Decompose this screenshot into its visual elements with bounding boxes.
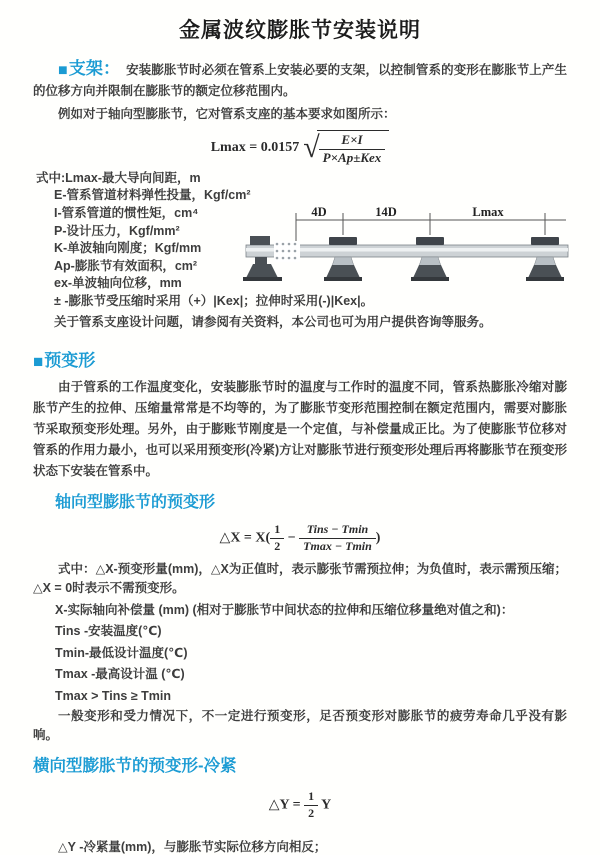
lateral-subsection-heading: 横向型膨胀节的预变形-冷紧 xyxy=(33,757,237,776)
axial-note: Tins -安装温度(℃) xyxy=(55,624,162,639)
axial-note: X-实际轴向补偿量 (mm) (相对于膨胀节中间状态的拉伸和压缩位移量绝对值之和)： xyxy=(55,602,514,617)
lateral-note: △Y -冷紧量(mm)，与膨胀节实际位移方向相反； xyxy=(58,839,327,854)
axial-predeform-formula xyxy=(0,523,600,554)
axial-note: 式中：△X-预变形量(mm)，△X为正值时，表示膨张节需预拉伸；为负值时，表示需预压缩；△X = 0时表示不需预变形。 xyxy=(33,561,567,595)
lmax-fraction-denominator: P×Ap±Kex xyxy=(322,149,382,165)
one-half-fraction xyxy=(304,790,318,821)
definition-line: E-管系管道材料弹性投量，Kgf/cm² xyxy=(54,188,251,203)
page-title: 金属波纹膨胀节安装说明 xyxy=(179,19,421,42)
sqrt-content xyxy=(317,130,390,166)
lmax-formula-lhs: Lmax = 0.0157 xyxy=(210,140,300,156)
predeform-heading-text: 预变形 xyxy=(44,351,96,371)
support-intro-paragraph xyxy=(33,59,567,101)
bellows-icon xyxy=(274,241,300,262)
predeform-section-heading xyxy=(33,346,600,372)
definition-line: I-管系管道的惯性矩，cm⁴ xyxy=(54,206,199,221)
lmax-fraction xyxy=(319,133,386,166)
lmax-formula xyxy=(0,130,600,166)
axial-notes xyxy=(33,560,567,746)
dim-label-14d: 14D xyxy=(375,205,397,219)
definition-line: ex-单波轴向位移，mm xyxy=(54,276,182,291)
dim-label-4d: 4D xyxy=(311,205,327,219)
fraction-denominator: Tmax − Tmin xyxy=(303,539,372,554)
support-section-heading: 支架： xyxy=(68,59,121,78)
support-intro-text: 安装膨胀节时必须在管系上安装必要的支架，以控制管系的变形在膨胀节上产生的位移方向并限制在膨胀节的额定位移范围内。 xyxy=(33,63,567,98)
support-example-line: 例如对于轴向型膨胀节，它对管系支座的基本要求如图所示： xyxy=(58,107,396,121)
minus-sign: − xyxy=(287,530,296,546)
axial-note: Tmin-最低设计温度(℃) xyxy=(55,645,188,660)
axial-note: Tmax -最高设计温 (℃) xyxy=(55,667,185,682)
axial-subsection-heading: 轴向型膨胀节的预变形 xyxy=(55,494,216,512)
pipe-guide-support xyxy=(324,237,362,281)
fraction-denominator: 2 xyxy=(274,539,281,554)
one-half-fraction xyxy=(270,523,284,554)
axial-note: Tmax > Tins ≥ Tmin xyxy=(55,688,172,703)
definition-line: P-设计压力，Kgf/mm² xyxy=(54,223,180,238)
sqrt-symbol: √ xyxy=(303,130,320,164)
pipe-support-diagram xyxy=(238,204,595,304)
lmax-fraction-numerator: E×I xyxy=(319,133,386,150)
axial-note: 一般变形和受力情况下，不一定进行预变形，足否预变形对膨胀节的疲劳寿命几乎没有影响。 xyxy=(33,709,567,743)
lateral-predeform-formula xyxy=(0,790,600,821)
section-square-icon: ■ xyxy=(58,62,68,79)
support-consulting-note: 关于管系支座设计问题，请参阅有关资料，本公司也可为用户提供咨询等服务。 xyxy=(54,314,492,329)
fraction-numerator: 1 xyxy=(270,523,284,539)
definition-line: 式中:Lmax-最大导向间距，m xyxy=(36,170,201,185)
lateral-formula-rhs: Y xyxy=(321,797,332,813)
axial-formula-lhs: △X = X( xyxy=(219,530,271,546)
fraction-denominator: 2 xyxy=(308,806,315,821)
predeform-paragraph: 由于管系的工作温度变化，安装膨胀节时的温度与工作时的温度不同，管系热膨胀冷缩对膨胀节产生的拉伸、压缩量常常是不均等的，为了膨胀节变形范围控制在额定范围内，需要对膨胀节采取预变形处理。另外，由于膨账节刚度是一个定值，与补偿量成正比。为了使膨胀节位移对管系的作用力最小，也可以采用预变形(冷紧)方让对膨胀节进行预变形处理后再将膨胀节在预变形状态下安装在管系中。 xyxy=(33,380,567,479)
lateral-formula-lhs: △Y = xyxy=(268,797,301,813)
pipe-guide-support xyxy=(526,237,564,281)
pipe-guide-support xyxy=(411,237,449,281)
fraction-numerator: Tins − Tmin xyxy=(299,523,376,539)
document-page xyxy=(0,14,600,854)
definition-line: ± -膨胀节受压缩时采用（+）|Kex|；拉伸时采用(-)|Kex|。 xyxy=(54,294,374,309)
dim-label-lmax: Lmax xyxy=(472,205,504,219)
definition-line: K-单波轴向刚度；Kgf/mm xyxy=(54,241,202,256)
temperature-fraction xyxy=(299,523,376,554)
section-square-icon: ■ xyxy=(33,352,44,372)
definition-line: Ap-膨胀节有效面积，cm² xyxy=(54,258,198,273)
right-paren: ) xyxy=(375,530,381,546)
fraction-numerator: 1 xyxy=(304,790,318,806)
